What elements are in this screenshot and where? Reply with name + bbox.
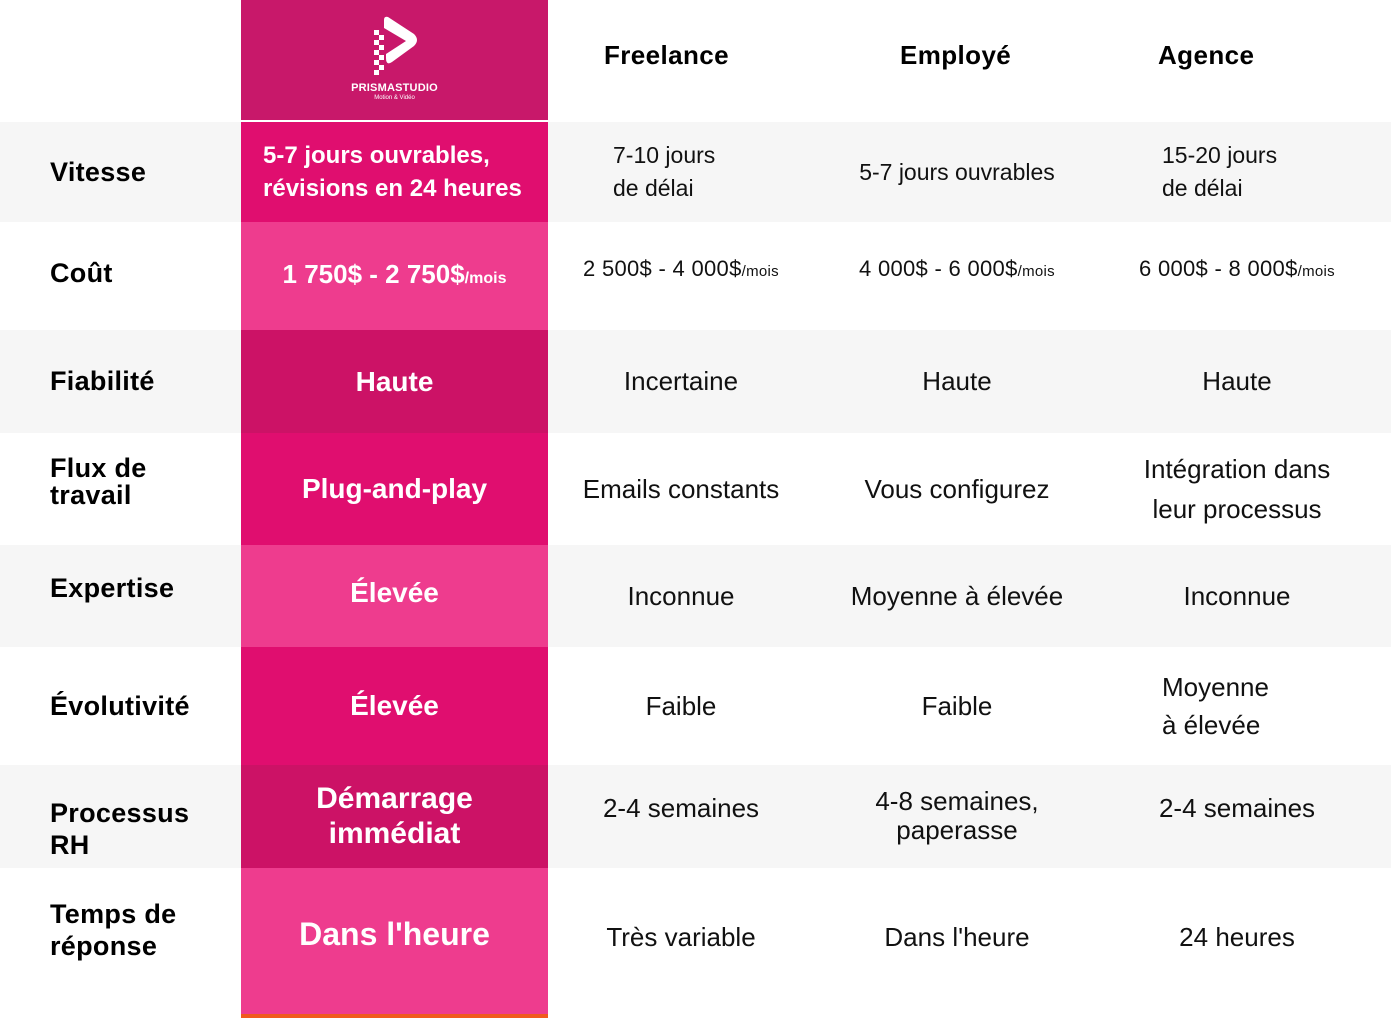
brand-cell [241,122,548,222]
table-row-fiabilite [0,330,1391,433]
employe-cell: 4-8 semaines, paperasse [875,786,1039,845]
row-label: Fiabilité [50,366,155,396]
freelance-cell: 2-4 semaines [602,793,760,823]
column-header-employe: Employé [900,40,1012,70]
agence-cell: 24 heures [1179,922,1295,952]
freelance-cell: Très variable [606,922,756,952]
brand-cell: Élevée [241,545,548,647]
table-row-cout [0,222,1391,330]
brand-value-line: 5-7 jours ouvrables, [263,142,490,169]
table-row-flux-de-travail [0,433,1391,545]
table-header [0,0,1391,120]
brand-subtitle: Motion & Vidéo [374,95,415,101]
agence-cell: 15-20 jours de délai [1162,142,1278,201]
employe-cell: 5-7 jours ouvrables [859,158,1055,185]
row-label: Flux de travail [50,453,147,510]
row-label: Coût [50,258,113,288]
freelance-cell: 7-10 jours de délai [613,142,716,201]
employe-cell: 4 000$ - 6 000$/mois [859,256,1055,281]
freelance-cell: Emails constants [582,473,780,504]
agence-cell: Intégration dans leur processus [1143,454,1331,524]
play-p-logo-icon [370,14,420,78]
brand-cell: Élevée [241,647,548,765]
freelance-cell: Inconnue [627,580,735,611]
row-label: Évolutivité [50,690,190,721]
brand-cell: Haute [241,330,548,433]
table-row-temps-de-reponse [0,868,1391,1014]
column-header-freelance: Freelance [604,40,730,70]
brand-cell: Dans l'heure [241,868,548,1014]
row-label: Processus RH [50,798,190,860]
row-label: Expertise [50,573,175,603]
brand-cell: Plug-and-play [241,433,548,545]
agence-cell: Haute [1202,366,1272,396]
agence-cell: 2-4 semaines [1158,793,1316,823]
freelance-cell: 2 500$ - 4 000$/mois [583,256,779,281]
employe-cell: Vous configurez [864,473,1050,504]
table-row-vitesse [0,122,1391,222]
brand-cell: 1 750$ - 2 750$/mois [241,222,548,330]
agence-cell: Inconnue [1183,580,1291,611]
table-row-processus-rh [0,765,1391,868]
employe-cell: Moyenne à élevée [850,580,1064,611]
brand-logo [241,0,548,120]
row-label: Temps de réponse [50,899,177,961]
table-row-expertise [0,545,1391,647]
freelance-cell: Incertaine [623,366,739,396]
employe-cell: Dans l'heure [884,922,1030,952]
brand-value-line: révisions en 24 heures [263,175,522,202]
row-label: Vitesse [50,156,147,187]
employe-cell: Haute [922,366,992,396]
brand-cell: Démarrage immédiat [241,765,548,868]
column-header-agence: Agence [1158,40,1255,70]
agence-cell: Moyenne à élevée [1162,672,1269,740]
table-row-evolutivite [0,647,1391,765]
freelance-cell: Faible [645,690,717,721]
employe-cell: Faible [921,690,993,721]
brand-name: PRISMASTUDIO [351,82,438,94]
bottom-accent-bar [241,1014,548,1018]
agence-cell: 6 000$ - 8 000$/mois [1139,256,1335,281]
